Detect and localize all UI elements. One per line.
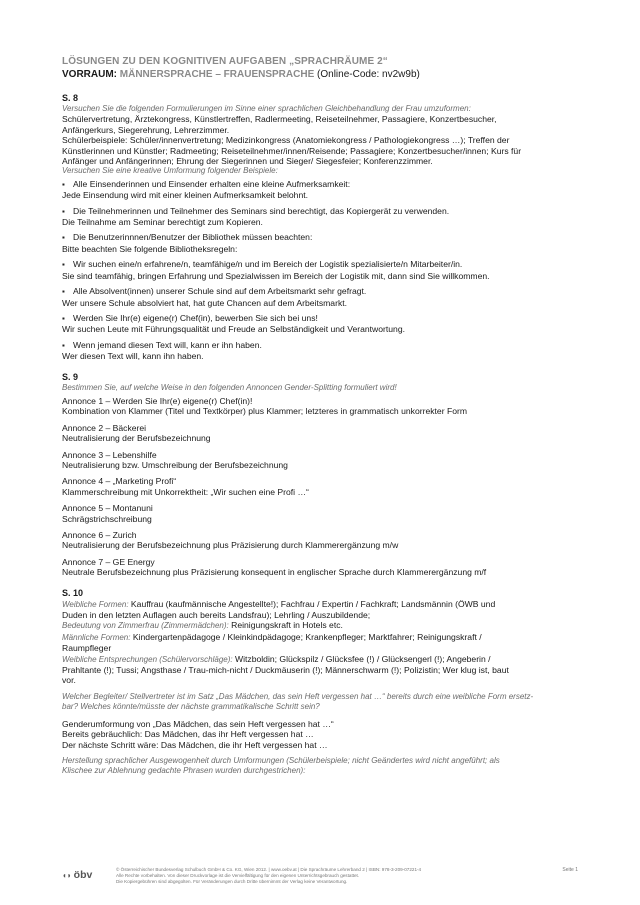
- list-item: [62, 286, 562, 308]
- answer-text: Wir suchen Leute mit Führungsqualität und Freude an Selbständigkeit und Verantwortung.: [62, 324, 406, 335]
- annonce-title: Annonce 7 – GE Energy: [62, 556, 155, 567]
- task-instruction: Versuchen Sie die folgenden Formulierungen im Sinne einer sprachlichen Gleichbehandlung der Frau umzuformen:: [62, 104, 471, 113]
- list-item: [62, 259, 562, 281]
- annonce-answer: Neutralisierung der Berufsbezeichnung: [62, 433, 211, 444]
- answer-line: Der nächste Schritt wäre: Das Mädchen, die ihr Heft vergessen hat …: [62, 739, 328, 750]
- bullet-text: ▪ Alle Einsenderinnen und Einsender erhalten eine kleine Aufmerksamkeit:: [62, 179, 562, 190]
- bullet-text: ▪ Alle Absolvent(innen) unserer Schule sind auf dem Arbeitsmarkt sehr gefragt.: [62, 286, 562, 297]
- document-title: LÖSUNGEN ZU DEN KOGNITIVEN AUFGABEN „SPRACHRÄUME 2“: [62, 56, 388, 67]
- inline-label: Bedeutung von Zimmerfrau (Zimmermädchen):: [62, 621, 229, 631]
- section-heading-s10: S. 10: [62, 587, 84, 598]
- answer-text: Die Teilnahme am Seminar berechtigt zum Kopieren.: [62, 217, 263, 228]
- page-number: Seite 1: [562, 867, 578, 873]
- annonce-title: Annonce 4 – „Marketing Profi“: [62, 476, 177, 487]
- annonce-item: [62, 476, 562, 497]
- document-subtitle: [62, 68, 562, 81]
- subtitle-topic: MÄNNERSPRACHE – FRAUENSPRACHE: [117, 69, 315, 80]
- annonce-item: [62, 530, 562, 551]
- logo-mark-icon: ◖◗: [62, 871, 72, 880]
- task-instruction: Bestimmen Sie, auf welche Weise in den folgenden Annoncen Gender-Splitting formuliert wird!: [62, 382, 397, 392]
- annonce-title: Annonce 3 – Lebenshilfe: [62, 449, 157, 460]
- publisher-logo: [62, 869, 92, 881]
- text-line: [62, 632, 562, 643]
- annonce-item: [62, 450, 562, 471]
- bullet-text: ▪ Wenn jemand diesen Text will, kann er ihn haben.: [62, 340, 562, 351]
- text-line: Anfänger und Anfängerinnen; Ehrung der Siegerinnen und Sieger/ Siegesfeier; Konferenzzimmer.: [62, 156, 433, 167]
- annonce-answer: Schrägstrichschreibung: [62, 513, 152, 524]
- inline-label: Männliche Formen:: [62, 632, 131, 642]
- text-line: Schülerbeispiele: Schüler/innenvertretung; Medizinkongress (Anatomiekongress / Pathologiekongress …); Treffen der: [62, 135, 510, 146]
- text-line: [62, 599, 562, 610]
- question-line: bar? Welches könnte/müsste der nächste grammatikalische Schritt sein?: [62, 702, 320, 712]
- logo-text: öbv: [73, 869, 93, 881]
- annonce-item: [62, 557, 562, 578]
- list-item: [62, 340, 562, 362]
- annonce-title: Annonce 5 – Montanuni: [62, 503, 153, 514]
- bullet-text: ▪ Werden Sie Ihr(e) eigene(r) Chef(in), bewerben Sie sich bei uns!: [62, 313, 562, 324]
- list-item: [62, 179, 562, 201]
- answer-line: Genderumformung von „Das Mädchen, das sein Heft vergessen hat …“: [62, 718, 334, 729]
- list-item: [62, 313, 562, 335]
- task-instruction: Herstellung sprachlicher Ausgewogenheit durch Umformungen (Schülerbeispiele; nicht Geändertes wird nicht angeführt; als: [62, 755, 500, 765]
- text-line: Anfängerkurs, Siegerehrung, Lehrerzimmer.: [62, 124, 230, 135]
- copyright-notice: [116, 867, 516, 886]
- answer-text: Jede Einsendung wird mit einer kleinen Aufmerksamkeit belohnt.: [62, 190, 309, 201]
- section-heading-s8: S. 8: [62, 93, 79, 103]
- annonce-answer: Neutralisierung bzw. Umschreibung der Berufsbezeichnung: [62, 459, 288, 470]
- inline-text: Kauffrau (kaufmännische Angestellte!); Fachfrau / Expertin / Fachkraft; Landsmännin (ÖWB und: [128, 598, 496, 609]
- answer-text: Sie sind teamfähig, bringen Erfahrung und Spezialwissen im Bereich der Logistik mit, dann sind Sie willkommen.: [62, 270, 490, 281]
- inline-text: Reinigungskraft in Hotels etc.: [228, 620, 343, 631]
- task-instruction: Versuchen Sie eine kreative Umformung folgender Beispiele:: [62, 166, 278, 176]
- inline-label: Weibliche Entsprechungen (Schülervorschläge):: [62, 654, 233, 664]
- inline-text: Witzboldin; Glückspilz / Glücksfee (!) / Glücksengerl (!); Angeberin /: [232, 653, 491, 664]
- annonce-title: Annonce 2 – Bäckerei: [62, 422, 147, 433]
- section-heading-s9: S. 9: [62, 371, 79, 382]
- text-line: vor.: [62, 675, 76, 686]
- annonce-item: [62, 423, 562, 444]
- annonce-item: [62, 503, 562, 524]
- list-item: [62, 206, 562, 228]
- text-line: [62, 654, 562, 665]
- text-line: Duden in den letzten Auflagen auch bereits Landsfrau); Lehrling / Auszubildende;: [62, 610, 371, 621]
- copyright-line: Alle Rechte vorbehalten. Von dieser Druckvorlage ist die Vervielfältigung für den eigenen Unterrichtsgebrauch gestattet.: [116, 873, 360, 879]
- text-line: Raumpfleger: [62, 643, 112, 654]
- document-page: [62, 56, 562, 777]
- annonce-title: Annonce 1 – Werden Sie Ihr(e) eigene(r) Chef(in)!: [62, 395, 253, 406]
- online-code: (Online-Code: nv2w9b): [314, 69, 420, 80]
- annonce-answer: Kombination von Klammer (Titel und Textkörper) plus Klammer; letzteres in grammatisch unkorrekter Form: [62, 406, 468, 417]
- question-line: Welcher Begleiter/ Stellvertreter ist im Satz „Das Mädchen, das sein Heft vergessen hat …“ bereits durch eine weibliche Form ersetz-: [62, 691, 534, 701]
- task-instruction: Klischee zur Ablehnung gedachte Phrasen wurden durchgestrichen):: [62, 766, 306, 776]
- subtitle-label: VORRAUM:: [62, 69, 117, 80]
- copyright-line: Die Kopiergebühren sind abgegolten. Für Veränderungen durch Dritte übernimmt der Verlag keine Verantwortung.: [116, 879, 348, 885]
- text-line: [62, 620, 562, 631]
- answer-text: Wer unsere Schule absolviert hat, hat gute Chancen auf dem Arbeitsmarkt.: [62, 297, 348, 308]
- answer-line: Bereits gebräuchlich: Das Mädchen, das ihr Heft vergessen hat …: [62, 729, 314, 740]
- bullet-text: ▪ Die Benutzerinnnen/Benutzer der Bibliothek müssen beachten:: [62, 232, 562, 243]
- annonce-answer: Neutrale Berufsbezeichnung plus Präzisierung konsequent in englischer Sprache durch Klammerergänzung m/f: [62, 567, 487, 578]
- annonce-title: Annonce 6 – Zurich: [62, 530, 137, 540]
- text-line: Künstlerinnen und Künstler; Radmeeting; Reiseteilnehmer/innen/Reisende; Passagiere; Konzertbesucher/innen; Kurs für: [62, 145, 522, 156]
- text-line: Prahltante (!); Tussi; Angsthase / Trau-mich-nicht / Duckmäuserin (!); Männerschwarm (!); Polizistin; Wer klug ist, baut: [62, 665, 509, 676]
- bullet-text: ▪ Wir suchen eine/n erfahrene/n, teamfähige/n und im Bereich der Logistik spezialisierte/n Mitarbeiter/in.: [62, 259, 562, 270]
- text-line: Schülervertretung, Ärztekongress, Künstlertreffen, Radlermeeting, Reiseteilnehmer, Passagiere, Konzertbesucher,: [62, 114, 497, 125]
- page-footer: [62, 867, 578, 895]
- annonce-answer: Neutralisierung der Berufsbezeichnung plus Präzisierung durch Klammerergänzung m/w: [62, 540, 399, 551]
- inline-text: Kindergartenpädagoge / Kleinkindpädagoge; Krankenpfleger; Marktfahrer; Reinigungskraft /: [130, 631, 482, 642]
- bullet-text: ▪ Die Teilnehmerinnen und Teilnehmer des Seminars sind berechtigt, das Kopiergerät zu verwenden.: [62, 206, 562, 217]
- list-item: [62, 232, 562, 254]
- answer-text: Bitte beachten Sie folgende Bibliotheksregeln:: [62, 243, 238, 254]
- inline-label: Weibliche Formen:: [62, 599, 129, 609]
- annonce-answer: Klammerschreibung mit Unkorrektheit: „Wir suchen eine Profi …“: [62, 486, 309, 497]
- copyright-line: © Österreichischer Bundesverlag Schulbuch GmbH & Co. KG, Wien 2012. | www.oebv.at | Die Sprachräume Lehrerband 2 | ISBN: 978-3-209-07221-4: [116, 867, 422, 872]
- annonce-item: [62, 396, 562, 417]
- answer-text: Wer diesen Text will, kann ihn haben.: [62, 351, 204, 362]
